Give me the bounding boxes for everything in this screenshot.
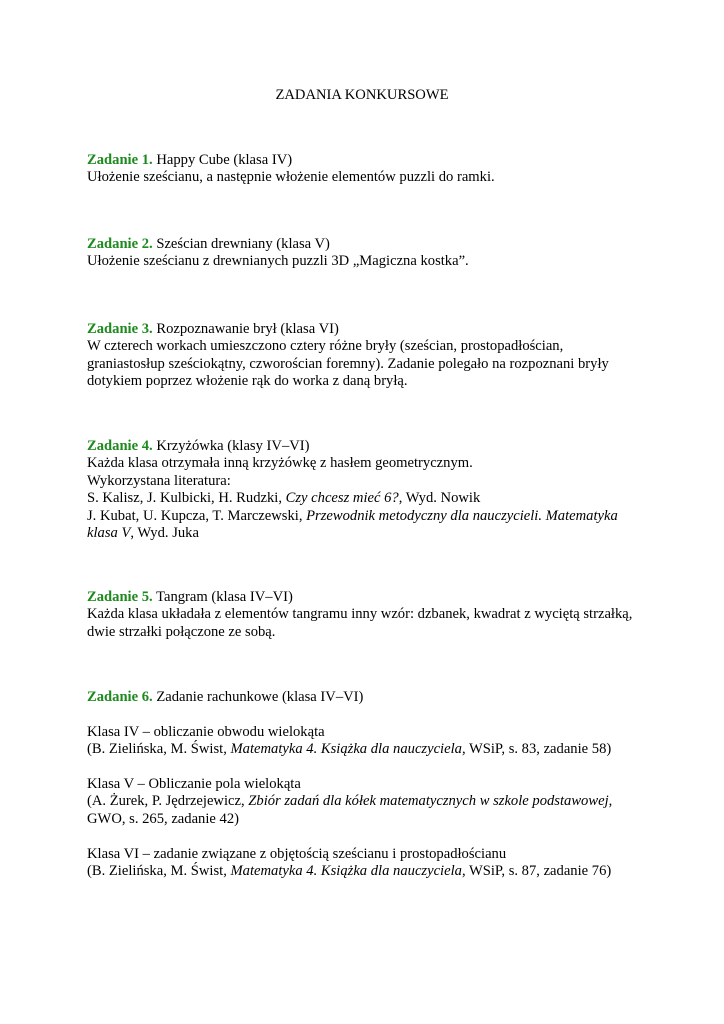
reference-title: Przewodnik metodyczny dla nauczycieli. Matematyka xyxy=(306,507,618,524)
task-3 xyxy=(87,321,647,391)
reference-title: Matematyka 4. Książka dla nauczyciela xyxy=(230,741,462,758)
task-5-header xyxy=(87,589,647,606)
task-6-label: Zadanie 6. xyxy=(87,689,153,705)
reference-publisher: , Wyd. Nowik xyxy=(398,490,481,507)
task-3-line-1: W czterech workach umieszczono cztery różne bryły (sześcian, prostopadłościan, xyxy=(87,338,564,355)
task-6-class-v-reference xyxy=(87,793,647,810)
reference-title: Czy chcesz mieć 6? xyxy=(285,490,399,507)
task-5-label: Zadanie 5. xyxy=(87,589,153,605)
task-5-line-1: Każda klasa układała z elementów tangramu inny wzór: dzbanek, kwadrat z wyciętą strzałką, xyxy=(87,606,633,623)
task-3-line-2: graniastosłup sześciokątny, czworościan foremny). Zadanie polegało na rozpoznani bryły xyxy=(87,355,609,372)
reference-details: , WSiP, s. 87, zadanie 76) xyxy=(461,863,612,880)
task-2-header xyxy=(87,236,647,253)
reference-authors: (A. Żurek, P. Jędrzejewicz, xyxy=(87,793,249,810)
task-4-line-1: Każda klasa otrzymała inną krzyżówkę z hasłem geometrycznym. xyxy=(87,455,473,472)
spacer xyxy=(87,828,647,845)
task-4-heading: Krzyżówka (klasy IV–VI) xyxy=(152,438,310,454)
task-3-label: Zadanie 3. xyxy=(87,321,153,337)
task-4-reference-2 xyxy=(87,508,647,525)
task-6-class-iv: Klasa IV – obliczanie obwodu wielokąta xyxy=(87,723,325,740)
reference-publisher: , Wyd. Juka xyxy=(130,525,199,542)
reference-details: , xyxy=(608,793,613,810)
task-3-header xyxy=(87,321,647,338)
task-4-label: Zadanie 4. xyxy=(87,438,153,454)
task-4-reference-1 xyxy=(87,490,647,507)
task-3-heading: Rozpoznawanie brył (klasa VI) xyxy=(152,321,339,337)
task-2 xyxy=(87,236,647,271)
spacer xyxy=(87,759,647,776)
task-4-line-2: Wykorzystana literatura: xyxy=(87,472,231,489)
task-1-line-1: Ułożenie sześcianu, a następnie włożenie elementów puzzli do ramki. xyxy=(87,169,495,186)
task-2-heading: Sześcian drewniany (klasa V) xyxy=(152,236,330,252)
reference-authors: J. Kubat, U. Kupcza, T. Marczewski, xyxy=(87,507,307,524)
task-5 xyxy=(87,589,647,641)
task-6-class-iv-reference xyxy=(87,741,647,758)
document-title: ZADANIA KONKURSOWE xyxy=(275,87,449,103)
task-5-heading: Tangram (klasa IV–VI) xyxy=(152,589,293,605)
task-1-label: Zadanie 1. xyxy=(87,152,153,168)
task-6-class-v: Klasa V – Obliczanie pola wielokąta xyxy=(87,776,301,792)
task-6-class-vi-reference xyxy=(87,863,647,880)
task-6-header xyxy=(87,689,647,706)
spacer xyxy=(87,706,647,723)
task-6-class-vi: Klasa VI – zadanie związane z objętością sześcianu i prostopadłościanu xyxy=(87,845,507,862)
task-1-header xyxy=(87,152,647,169)
task-6 xyxy=(87,689,647,880)
reference-authors: S. Kalisz, J. Kulbicki, H. Rudzki, xyxy=(87,490,286,507)
reference-title: klasa V xyxy=(87,525,131,542)
reference-details: , WSiP, s. 83, zadanie 58) xyxy=(461,741,612,758)
reference-title: Zbiór zadań dla kółek matematycznych w szkole podstawowej xyxy=(248,793,609,810)
task-4-reference-2-cont xyxy=(87,525,647,542)
task-4 xyxy=(87,438,647,542)
task-1 xyxy=(87,152,647,187)
task-4-header xyxy=(87,438,647,455)
reference-authors: (B. Zielińska, M. Świst, xyxy=(87,863,231,880)
task-1-heading: Happy Cube (klasa IV) xyxy=(152,152,293,168)
task-5-line-2: dwie strzałki połączone ze sobą. xyxy=(87,623,276,640)
task-2-line-1: Ułożenie sześcianu z drewnianych puzzli 3D „Magiczna kostka”. xyxy=(87,253,469,270)
task-6-heading: Zadanie rachunkowe (klasa IV–VI) xyxy=(152,689,364,705)
task-3-line-3: dotykiem poprzez włożenie rąk do worka z daną bryłą. xyxy=(87,373,408,390)
reference-title: Matematyka 4. Książka dla nauczyciela xyxy=(230,863,462,880)
reference-authors: (B. Zielińska, M. Świst, xyxy=(87,741,231,758)
task-2-label: Zadanie 2. xyxy=(87,236,153,252)
task-6-class-v-reference-cont: GWO, s. 265, zadanie 42) xyxy=(87,810,239,827)
